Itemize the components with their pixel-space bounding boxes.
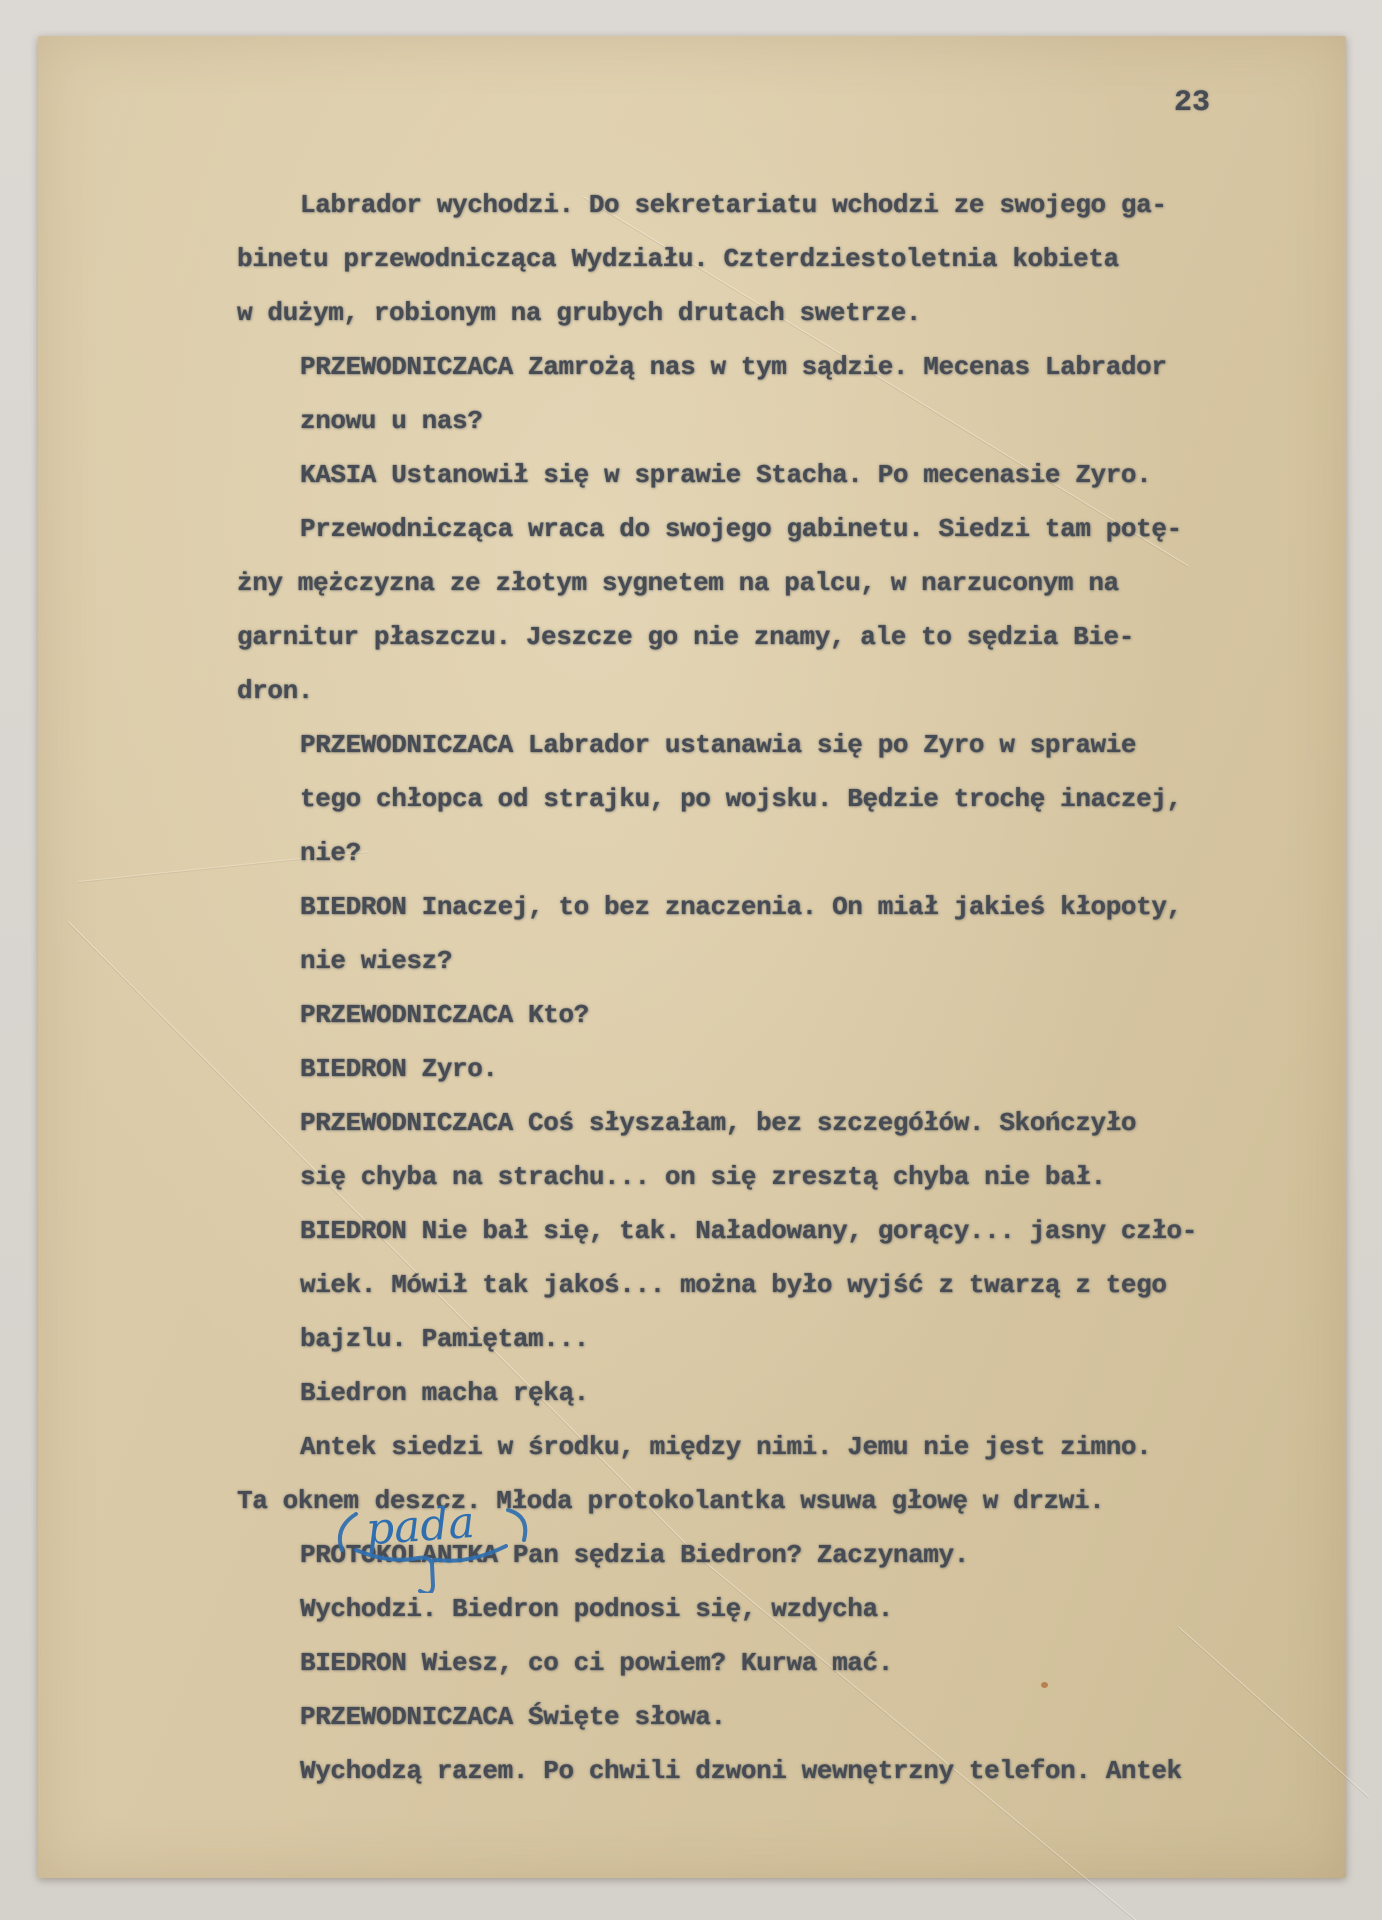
typescript-line: nie wiesz? xyxy=(300,946,453,976)
typescript-line: Biedron macha ręką. xyxy=(300,1378,589,1408)
typescript-line: garnitur płaszczu. Jeszcze go nie znamy, ale to sędzia Bie- xyxy=(237,622,1134,652)
typescript-text-block xyxy=(38,178,1346,1798)
typescript-line: nie? xyxy=(300,838,361,868)
typescript-line: PRZEWODNICZACA Kto? xyxy=(300,1000,589,1030)
typescript-line: PRZEWODNICZACA Zamrożą nas w tym sądzie. Mecenas Labrador xyxy=(300,352,1167,382)
typescript-line: Labrador wychodzi. Do sekretariatu wchodzi ze swojego ga- xyxy=(300,190,1167,220)
typescript-line: PRZEWODNICZACA Labrador ustanawia się po Zyro w sprawie xyxy=(300,730,1137,760)
typescript-line: wiek. Mówił tak jakoś... można było wyjść z twarzą z tego xyxy=(300,1270,1167,1300)
typescript-line: bajzlu. Pamiętam... xyxy=(300,1324,589,1354)
typescript-line: znowu u nas? xyxy=(300,406,483,436)
typescript-line: się chyba na strachu... on się zresztą chyba nie bał. xyxy=(300,1162,1106,1192)
typescript-line: BIEDRON Inaczej, to bez znaczenia. On miał jakieś kłopoty, xyxy=(300,892,1182,922)
typescript-line: PRZEWODNICZACA Coś słyszałam, bez szczegółów. Skończyło xyxy=(300,1108,1137,1138)
page-number: 23 xyxy=(1174,86,1211,120)
typescript-line: Wychodzą razem. Po chwili dzwoni wewnętrzny telefon. Antek xyxy=(300,1756,1182,1786)
typescript-line: PRZEWODNICZACA Święte słowa. xyxy=(300,1702,726,1732)
typescript-line: KASIA Ustanowił się w sprawie Stacha. Po mecenasie Zyro. xyxy=(300,460,1152,490)
typescript-line: dron. xyxy=(237,676,314,706)
typescript-line: w dużym, robionym na grubych drutach swetrze. xyxy=(237,298,922,328)
typescript-line: żny mężczyzna ze złotym sygnetem na palcu, w narzuconym na xyxy=(237,568,1119,598)
typescript-line: BIEDRON Nie bał się, tak. Naładowany, gorący... jasny czło- xyxy=(300,1216,1197,1246)
typescript-line: Przewodnicząca wraca do swojego gabinetu. Siedzi tam potę- xyxy=(300,514,1182,544)
typescript-line-pre: Ta oknem xyxy=(237,1486,359,1516)
typescript-line: binetu przewodnicząca Wydziału. Czterdziestoletnia kobieta xyxy=(237,244,1119,274)
typescript-line: BIEDRON Zyro. xyxy=(300,1054,498,1084)
typescript-line-with-insertion xyxy=(38,1474,1346,1528)
typescript-line: Wychodzi. Biedron podnosi się, wzdycha. xyxy=(300,1594,893,1624)
typescript-line: tego chłopca od strajku, po wojsku. Będzie trochę inaczej, xyxy=(300,784,1182,814)
handwritten-word: pada xyxy=(364,1496,477,1556)
typescript-line: BIEDRON Wiesz, co ci powiem? Kurwa mać. xyxy=(300,1648,893,1678)
document-page xyxy=(38,36,1346,1878)
typescript-line: Antek siedzi w środku, między nimi. Jemu nie jest zimno. xyxy=(300,1432,1152,1462)
typescript-line-post: deszcz. Młoda protokolantka wsuwa głowę w drzwi. xyxy=(374,1486,1105,1516)
typescript-line: PROTOKOLANTKA Pan sędzia Biedron? Zaczynamy. xyxy=(300,1540,969,1570)
